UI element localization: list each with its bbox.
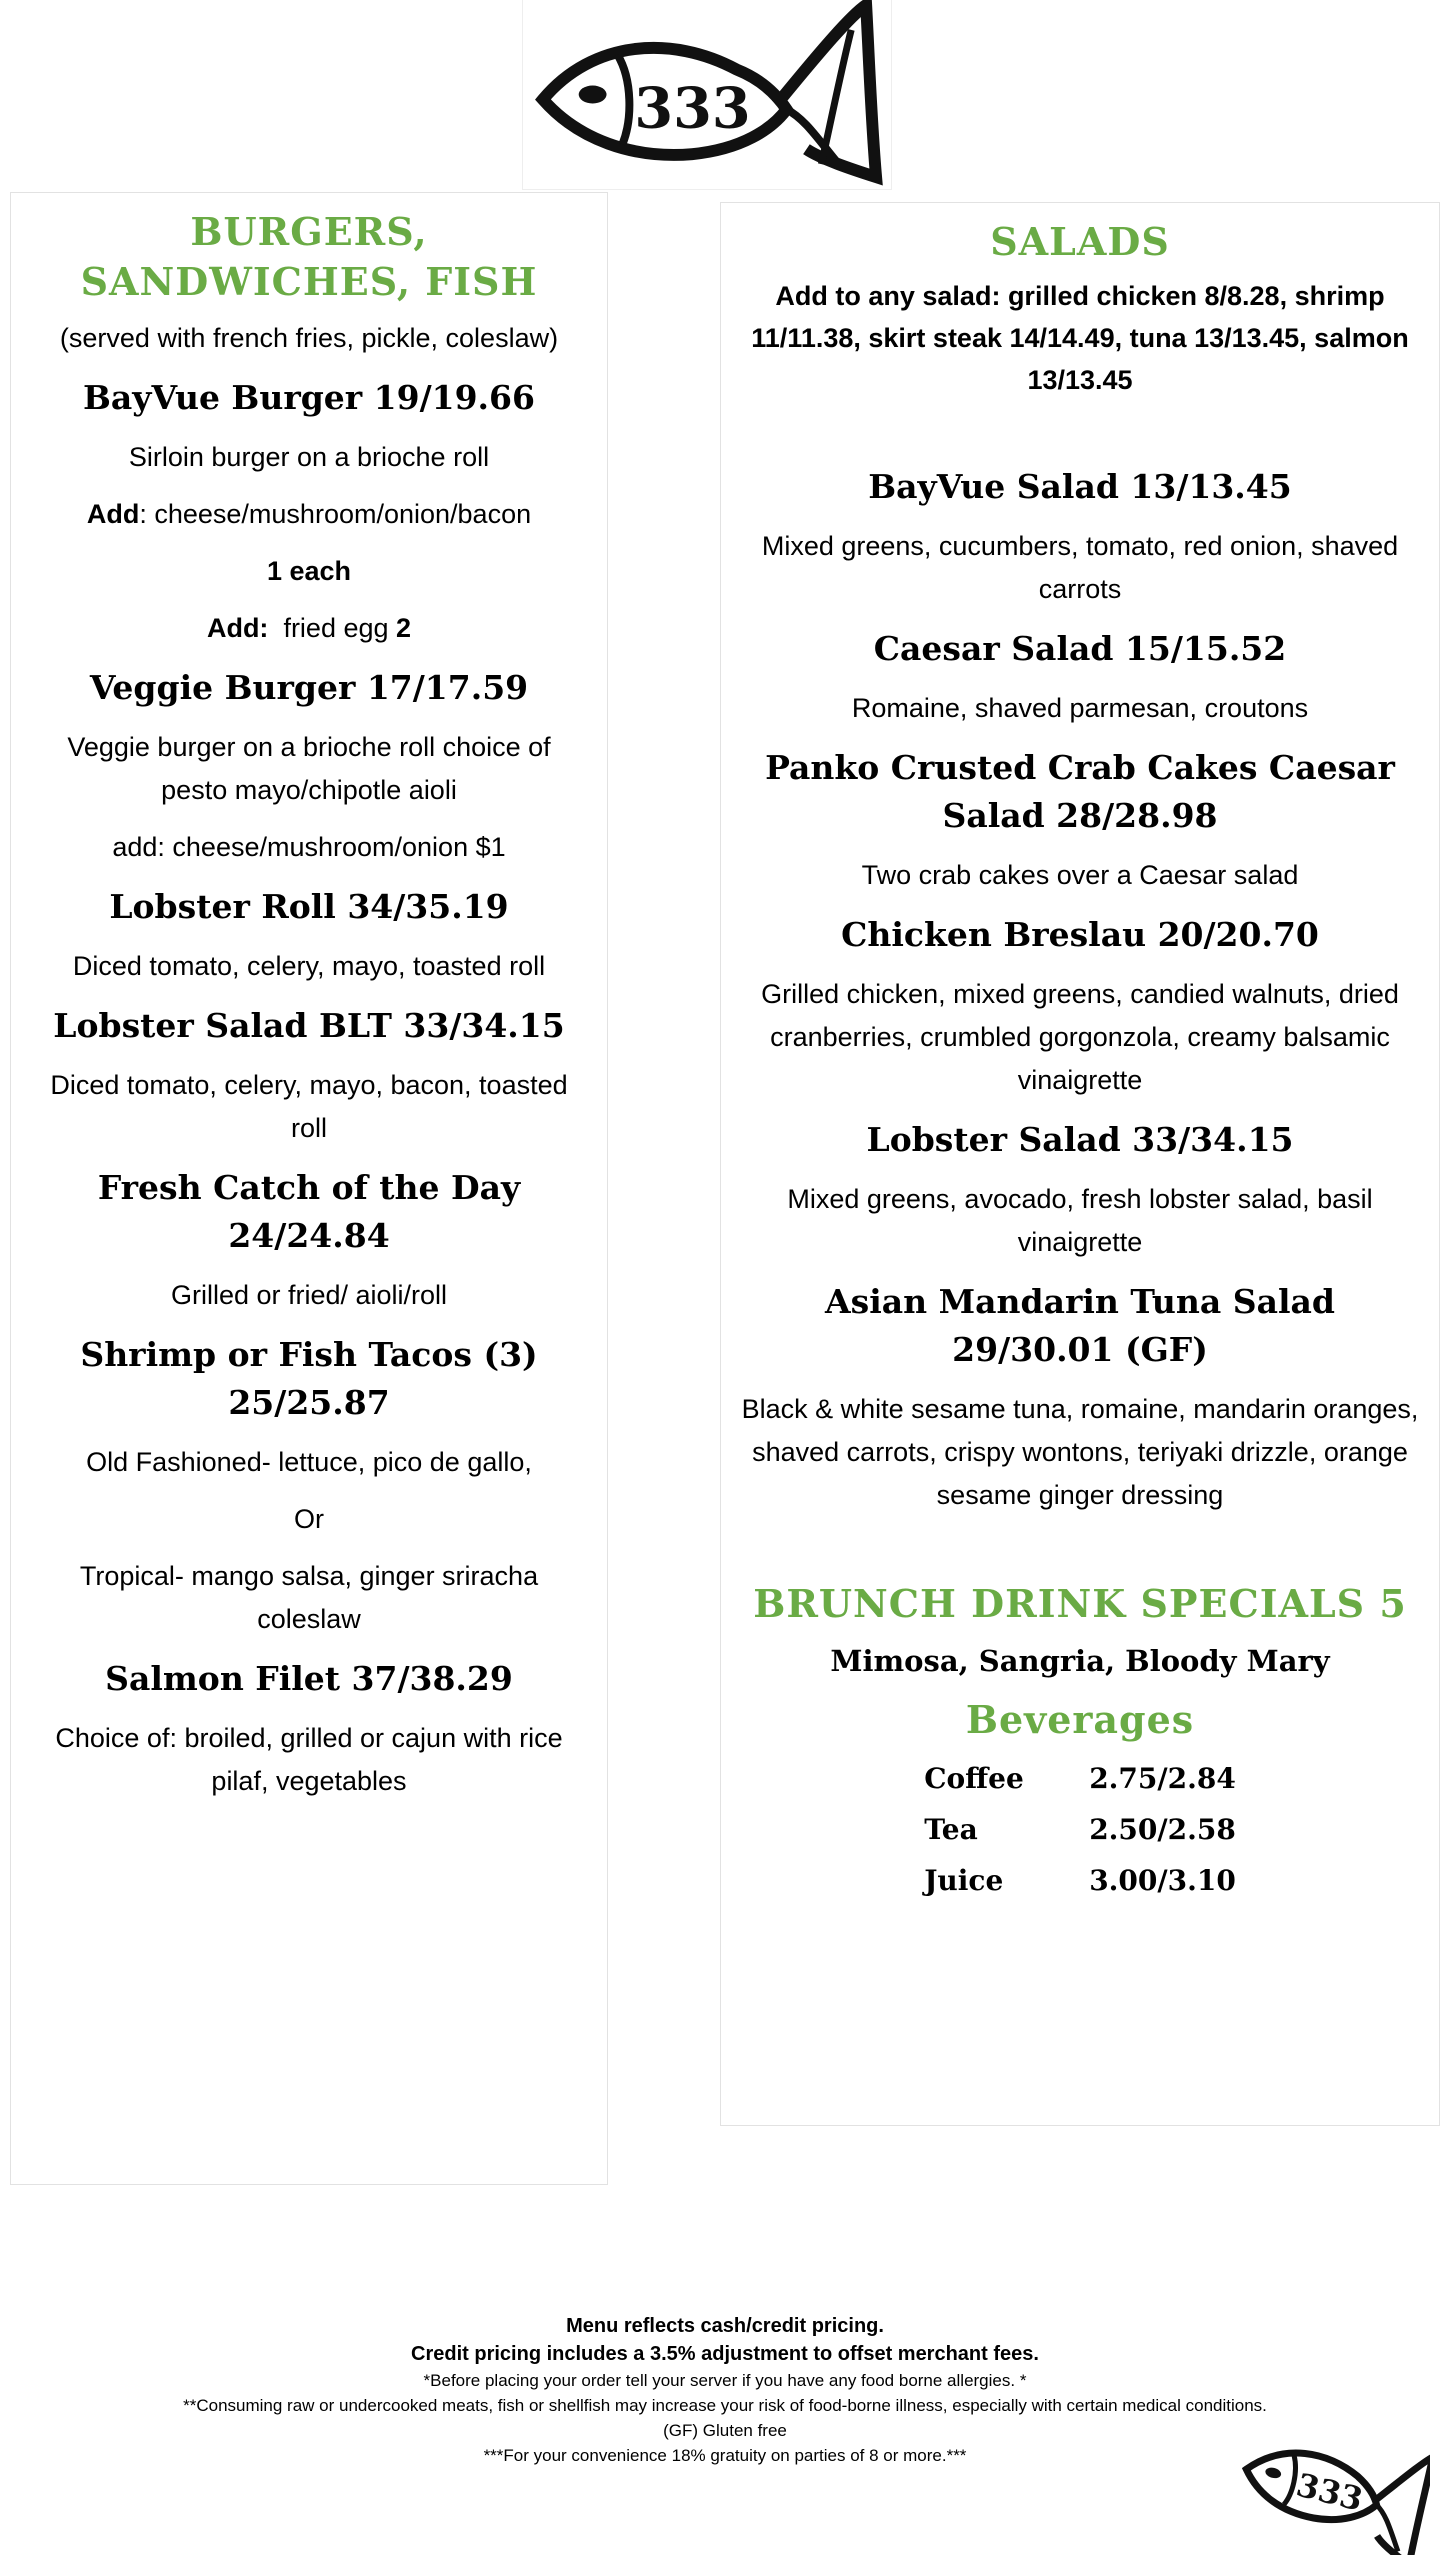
- footer-credit-note: Credit pricing includes a 3.5% adjustment to offset merchant fees.: [411, 2343, 1039, 2365]
- beverage-price: 3.00/3.10: [1089, 1864, 1236, 1897]
- egg-label: Add:: [206, 613, 269, 643]
- egg-text: fried egg: [268, 613, 397, 643]
- fish-logo-icon: [522, 0, 892, 190]
- fish-logo-svg: [523, 0, 891, 189]
- footer-raw-food-warning: **Consuming raw or undercooked meats, fish or shellfish may increase your risk of food-borne illness, especially with certain medical conditions.: [183, 2396, 1267, 2415]
- egg-price: 2: [396, 613, 412, 643]
- fish-logo-small-icon: [1230, 2415, 1430, 2555]
- beverage-price: 2.75/2.84: [1089, 1762, 1236, 1795]
- beverage-name: Coffee: [924, 1762, 1024, 1795]
- item-tacos-or: Or: [294, 1504, 324, 1534]
- salad-add-note: Add to any salad: grilled chicken 8/8.28, shrimp 11/11.38, skirt steak 14/14.49, tuna 13/13.45, salmon 13/13.45: [751, 281, 1409, 395]
- item-bayvue-burger-desc: Sirloin burger on a brioche roll: [128, 442, 490, 472]
- section-title-burgers: BURGERS, SANDWICHES, FISH: [80, 209, 538, 304]
- item-crab-cakes: Panko Crusted Crab Cakes Caesar Salad 28/28.98: [765, 748, 1395, 835]
- drink-specials-items: Mimosa, Sangria, Bloody Mary: [830, 1644, 1330, 1678]
- add-label: Add: [86, 499, 140, 529]
- item-lobster-salad-desc: Mixed greens, avocado, fresh lobster salad, basil vinaigrette: [787, 1184, 1373, 1257]
- salads-panel: [720, 202, 1440, 2126]
- item-lobster-roll: Lobster Roll 34/35.19: [109, 887, 509, 926]
- beverage-row: [924, 1753, 1236, 1804]
- each-price: 1 each: [266, 556, 352, 586]
- item-chicken-breslau-desc: Grilled chicken, mixed greens, candied walnuts, dried cranberries, crumbled gorgonzola, creamy balsamic vinaigrette: [761, 979, 1399, 1095]
- item-tuna-salad-desc: Black & white sesame tuna, romaine, mandarin oranges, shaved carrots, crispy wontons, teriyaki drizzle, orange sesame ginger dressing: [741, 1394, 1419, 1510]
- item-tacos-option2: Tropical- mango salsa, ginger sriracha coleslaw: [79, 1561, 539, 1634]
- footer-pricing-note: Menu reflects cash/credit pricing.: [566, 2315, 884, 2337]
- item-lobster-salad-blt-desc: Diced tomato, celery, mayo, bacon, toasted roll: [50, 1070, 568, 1143]
- item-fresh-catch: Fresh Catch of the Day 24/24.84: [97, 1168, 521, 1255]
- item-salmon: Salmon Filet 37/38.29: [105, 1659, 513, 1698]
- item-salmon-desc: Choice of: broiled, grilled or cajun with rice pilaf, vegetables: [55, 1723, 563, 1796]
- item-tacos-option1: Old Fashioned- lettuce, pico de gallo,: [86, 1447, 532, 1477]
- item-crab-cakes-desc: Two crab cakes over a Caesar salad: [861, 860, 1299, 890]
- item-bayvue-burger-add: [33, 493, 585, 536]
- svg-text:333: 333: [634, 76, 751, 142]
- item-lobster-roll-desc: Diced tomato, celery, mayo, toasted roll: [72, 951, 546, 981]
- footer-gf-note: (GF) Gluten free: [663, 2421, 787, 2440]
- item-lobster-salad: Lobster Salad 33/34.15: [866, 1120, 1294, 1159]
- section-title-beverages: Beverages: [965, 1697, 1195, 1742]
- item-caesar: Caesar Salad 15/15.52: [873, 629, 1287, 668]
- item-veggie-burger: Veggie Burger 17/17.59: [89, 668, 529, 707]
- section-subtitle: (served with french fries, pickle, coleslaw): [59, 323, 559, 353]
- add-items: : cheese/mushroom/onion/bacon: [139, 499, 532, 529]
- svg-text:333: 333: [1292, 2465, 1367, 2519]
- item-veggie-burger-add: add: cheese/mushroom/onion $1: [112, 832, 506, 862]
- item-bayvue-salad-desc: Mixed greens, cucumbers, tomato, red onion, shaved carrots: [761, 531, 1399, 604]
- fish-logo-small-svg: [1230, 2415, 1430, 2555]
- beverage-price: 2.50/2.58: [1089, 1813, 1236, 1846]
- item-veggie-burger-desc: Veggie burger on a brioche roll choice of pesto mayo/chipotle aioli: [67, 732, 551, 805]
- beverages-table: [924, 1753, 1236, 1906]
- item-chicken-breslau: Chicken Breslau 20/20.70: [841, 915, 1319, 954]
- beverage-name: Tea: [924, 1813, 978, 1846]
- beverage-row: [924, 1855, 1236, 1906]
- item-bayvue-burger-egg: [33, 607, 585, 650]
- section-title-salads: SALADS: [990, 219, 1170, 264]
- footer-gratuity-note: ***For your convenience 18% gratuity on parties of 8 or more.***: [483, 2446, 967, 2465]
- beverage-name: Juice: [924, 1864, 1004, 1897]
- item-tuna-salad: Asian Mandarin Tuna Salad 29/30.01 (GF): [825, 1282, 1335, 1369]
- item-fresh-catch-desc: Grilled or fried/ aioli/roll: [170, 1280, 448, 1310]
- item-lobster-salad-blt: Lobster Salad BLT 33/34.15: [53, 1006, 565, 1045]
- item-bayvue-burger-each: [33, 550, 585, 593]
- section-title-drinks: BRUNCH DRINK SPECIALS 5: [753, 1581, 1407, 1626]
- beverage-row: [924, 1804, 1236, 1855]
- item-caesar-desc: Romaine, shaved parmesan, croutons: [851, 693, 1309, 723]
- item-bayvue-salad: BayVue Salad 13/13.45: [868, 467, 1292, 506]
- item-tacos: Shrimp or Fish Tacos (3) 25/25.87: [80, 1335, 538, 1422]
- item-bayvue-burger: BayVue Burger 19/19.66: [83, 378, 535, 417]
- burgers-panel: [10, 192, 608, 2185]
- footer-allergy-note: *Before placing your order tell your server if you have any food borne allergies. *: [423, 2371, 1027, 2390]
